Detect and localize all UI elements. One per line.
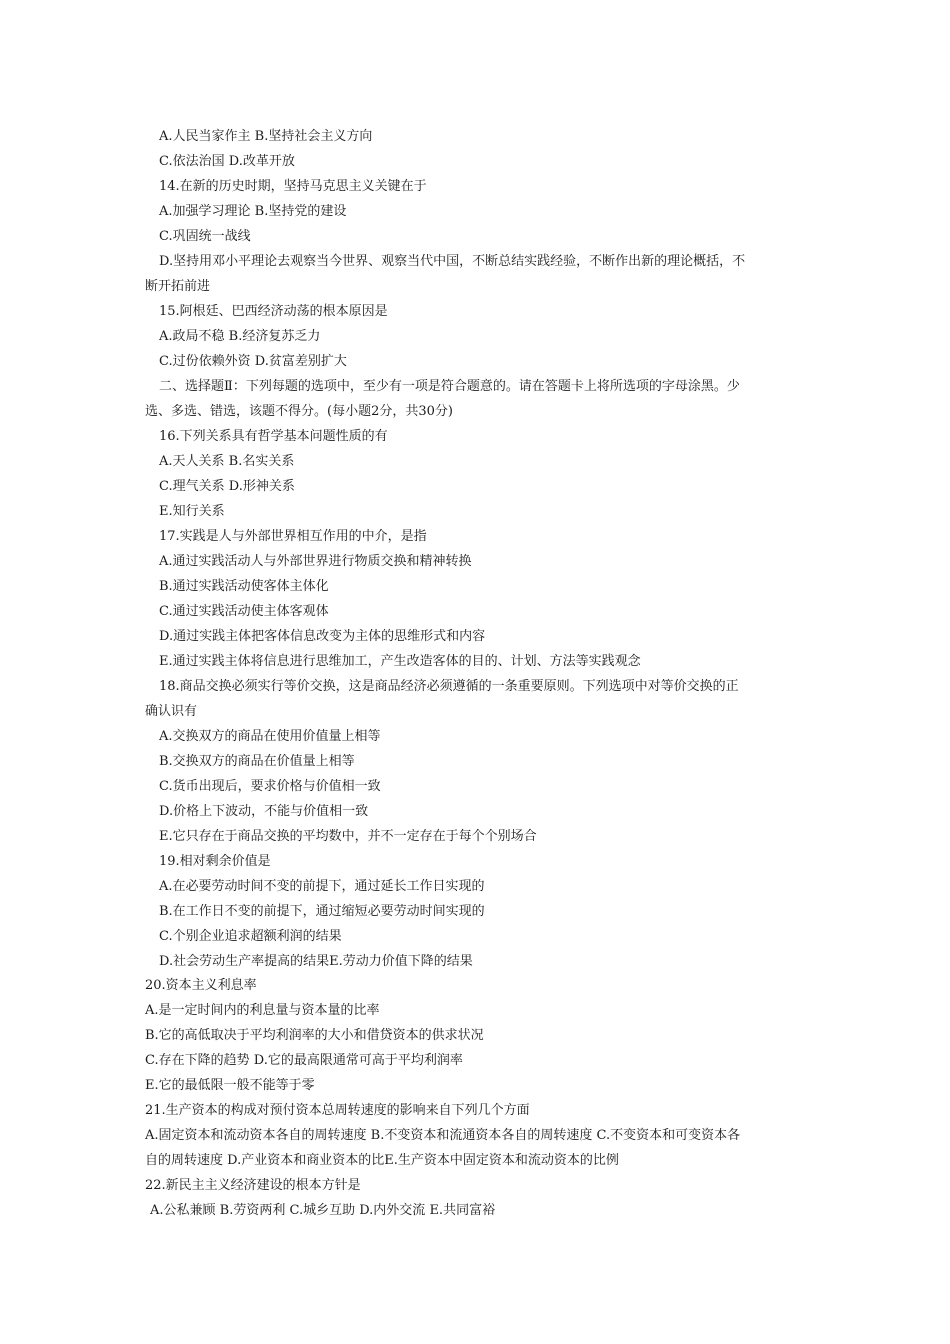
text-line: D.坚持用邓小平理论去观察当今世界、观察当代中国，不断总结实践经验，不断作出新的理论概括，不: [159, 254, 746, 269]
text-line: C.巩固统一战线: [159, 229, 251, 244]
question-line: 19.相对剩余价值是: [159, 854, 271, 869]
text-line: E.知行关系: [159, 504, 225, 519]
text-line: C.依法治国 D.改革开放: [159, 154, 295, 169]
text-line: E.它的最低限一般不能等于零: [145, 1078, 315, 1093]
text-line: A.在必要劳动时间不变的前提下，通过延长工作日实现的: [159, 879, 485, 894]
section-heading: 选、多选、错选，该题不得分。(每小题2分，共30分): [145, 404, 453, 419]
text-line: 自的周转速度 D.产业资本和商业资本的比E.生产资本中固定资本和流动资本的比例: [145, 1153, 619, 1168]
text-line: C.存在下降的趋势 D.它的最高限通常可高于平均利润率: [145, 1053, 463, 1068]
text-line: C.通过实践活动使主体客观体: [159, 604, 329, 619]
text-line: B.在工作日不变的前提下，通过缩短必要劳动时间实现的: [159, 904, 485, 919]
text-line: C.理气关系 D.形神关系: [159, 479, 295, 494]
text-line: D.通过实践主体把客体信息改变为主体的思维形式和内容: [159, 629, 486, 644]
question-line: 18.商品交换必须实行等价交换，这是商品经济必须遵循的一条重要原则。下列选项中对等价交换的正: [159, 679, 739, 694]
text-line: D.价格上下波动，不能与价值相一致: [159, 804, 369, 819]
section-heading: 二、选择题Ⅱ：下列每题的选项中，至少有一项是符合题意的。请在答题卡上将所选项的字母涂黑。少: [159, 379, 740, 394]
text-line: C.货币出现后，要求价格与价值相一致: [159, 779, 381, 794]
question-line: 14.在新的历史时期，坚持马克思主义关键在于: [159, 179, 427, 194]
text-line: A.是一定时间内的利息量与资本量的比率: [145, 1003, 380, 1018]
text-line: E.通过实践主体将信息进行思维加工，产生改造客体的目的、计划、方法等实践观念: [159, 654, 641, 669]
text-line: 确认识有: [145, 704, 198, 719]
text-line: B.通过实践活动使客体主体化: [159, 579, 329, 594]
text-line: C.个别企业追求超额利润的结果: [159, 929, 342, 944]
text-line: A.交换双方的商品在使用价值量上相等: [159, 729, 381, 744]
question-line: 15.阿根廷、巴西经济动荡的根本原因是: [159, 304, 388, 319]
text-line: C.过份依赖外资 D.贫富差别扩大: [159, 354, 347, 369]
text-line: B.交换双方的商品在价值量上相等: [159, 754, 355, 769]
question-line: 21.生产资本的构成对预付资本总周转速度的影响来自下列几个方面: [145, 1103, 530, 1118]
text-line: A.公私兼顾 B.劳资两利 C.城乡互助 D.内外交流 E.共同富裕: [150, 1203, 496, 1218]
text-line: A.人民当家作主 B.坚持社会主义方向: [159, 129, 373, 144]
text-line: A.固定资本和流动资本各自的周转速度 B.不变资本和流通资本各自的周转速度 C.不变资本和可变资本各: [145, 1128, 741, 1143]
question-line: 22.新民主主义经济建设的根本方针是: [145, 1178, 361, 1193]
text-line: D.社会劳动生产率提高的结果E.劳动力价值下降的结果: [159, 954, 473, 969]
question-line: 20.资本主义利息率: [145, 978, 257, 993]
text-line: A.加强学习理论 B.坚持党的建设: [159, 204, 347, 219]
text-line: A.通过实践活动人与外部世界进行物质交换和精神转换: [159, 554, 472, 569]
question-line: 17.实践是人与外部世界相互作用的中介，是指: [159, 529, 427, 544]
text-line: A.天人关系 B.名实关系: [159, 454, 295, 469]
text-line: A.政局不稳 B.经济复苏乏力: [159, 329, 321, 344]
text-line: E.它只存在于商品交换的平均数中，并不一定存在于每个个别场合: [159, 829, 537, 844]
text-line: 断开拓前进: [145, 279, 211, 294]
question-line: 16.下列关系具有哲学基本问题性质的有: [159, 429, 388, 444]
text-line: B.它的高低取决于平均利润率的大小和借贷资本的供求状况: [145, 1028, 484, 1043]
